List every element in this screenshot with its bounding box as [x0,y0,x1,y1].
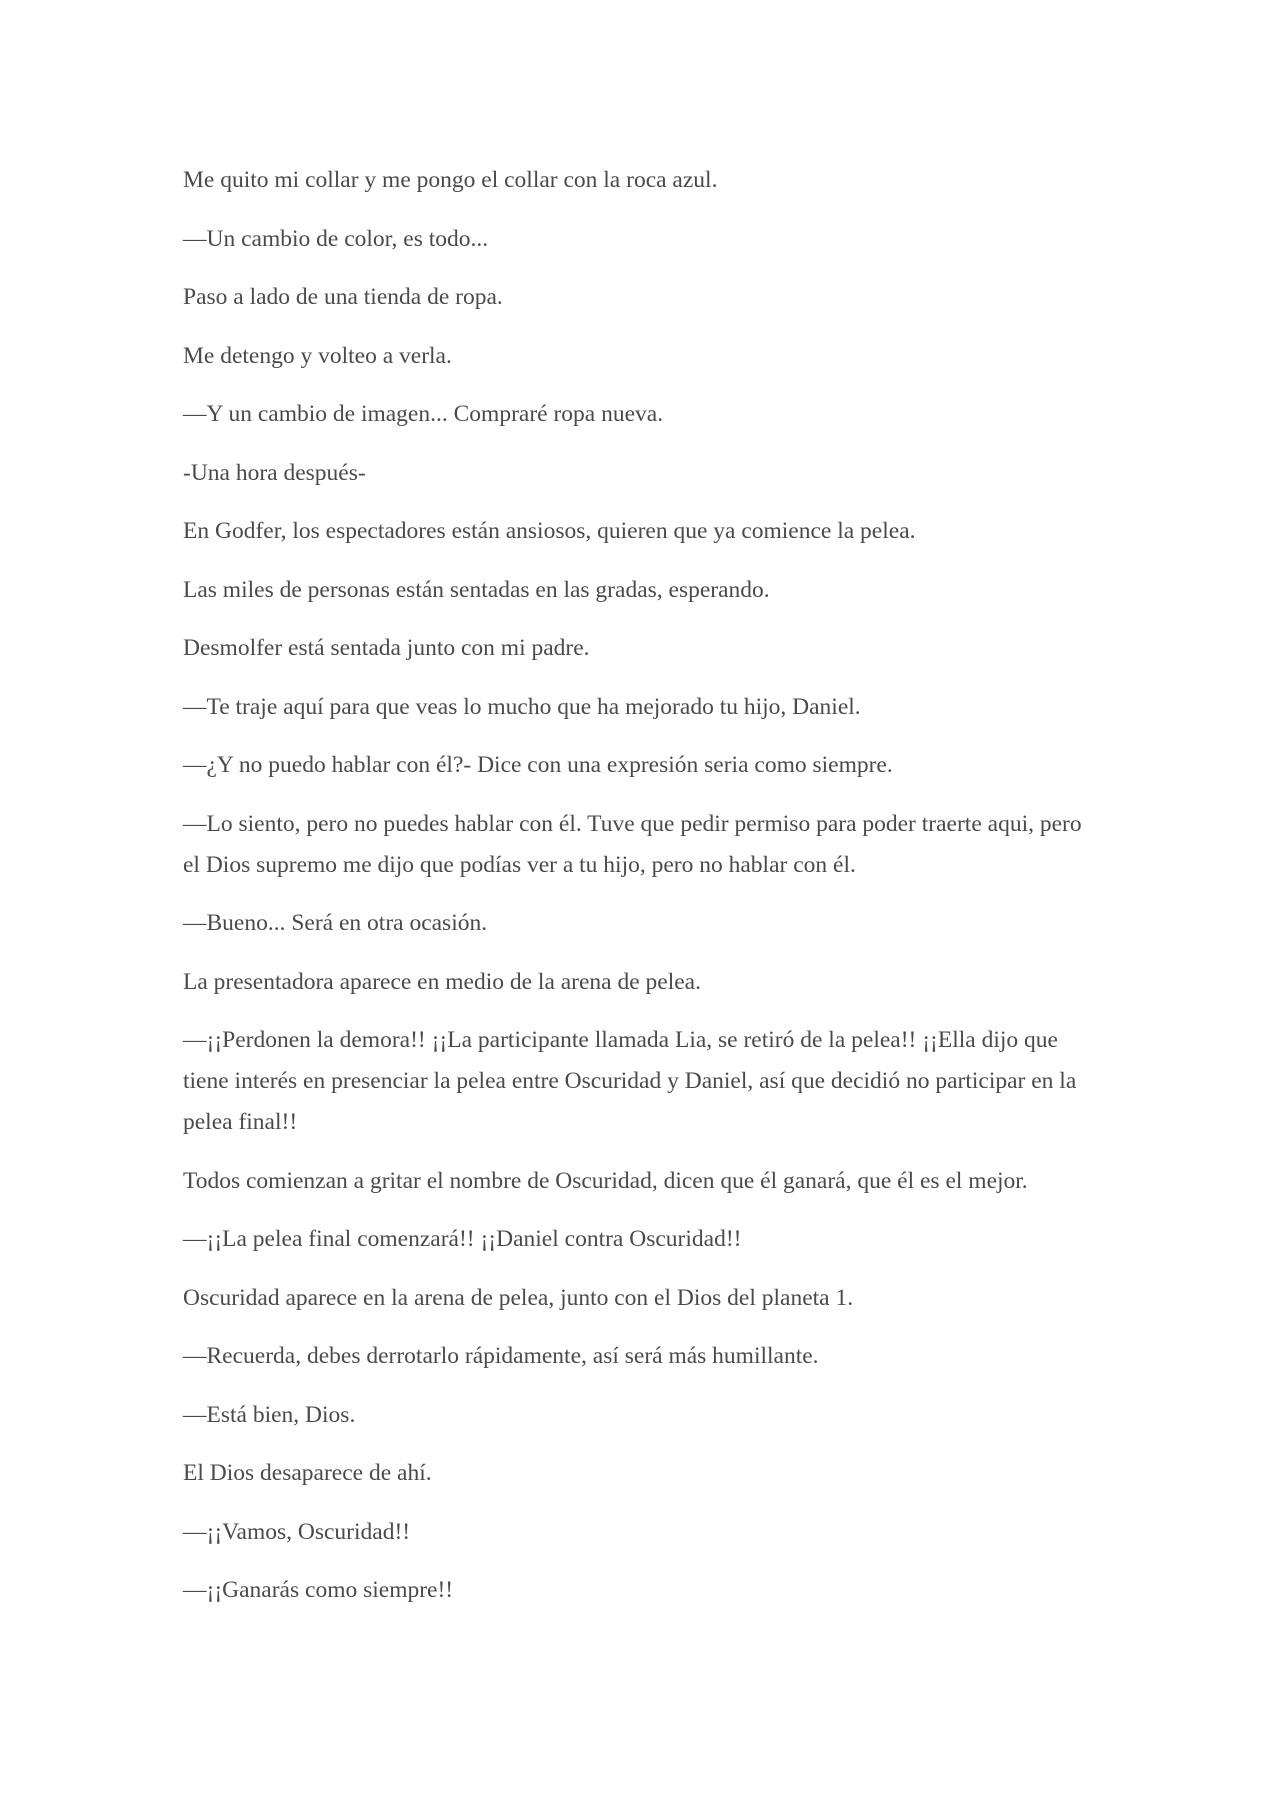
paragraph: —Un cambio de color, es todo... [183,225,489,252]
paragraph: —¡¡La pelea final comenzará!! ¡¡Daniel contra Oscuridad!! [183,1226,742,1252]
paragraph: Todos comienzan a gritar el nombre de Oscuridad, dicen que él ganará, que él es el mejor. [183,1167,1028,1194]
document-page [183,160,1098,1629]
paragraph: —Está bien, Dios. [183,1401,356,1428]
paragraph: -Una hora después- [183,459,366,486]
paragraph: El Dios desaparece de ahí. [183,1460,432,1486]
paragraph: —¡¡Ganarás como siempre!! [183,1577,454,1603]
paragraph: —Recuerda, debes derrotarlo rápidamente, así será más humillante. [183,1343,819,1369]
paragraph: Me quito mi collar y me pongo el collar con la roca azul. [183,167,718,193]
paragraph: Paso a lado de una tienda de ropa. [183,284,503,310]
paragraph: —Bueno... Será en otra ocasión. [183,910,488,936]
paragraph: La presentadora aparece en medio de la arena de pelea. [183,968,701,995]
paragraph: Desmolfer está sentada junto con mi padre. [183,635,590,661]
paragraph: Las miles de personas están sentadas en las gradas, esperando. [183,576,770,603]
paragraph: Me detengo y volteo a verla. [183,342,452,369]
paragraph: —¡¡Perdonen la demora!! ¡¡La participante llamada Lia, se retiró de la pelea!! ¡¡Ella dijo que tiene interés en presenciar la pelea entre Oscuridad y Daniel, así que decidió no participar en la pelea final!! [183,1027,1077,1135]
paragraph: —Te traje aquí para que veas lo mucho que ha mejorado tu hijo, Daniel. [183,693,861,720]
paragraph: —Lo siento, pero no puedes hablar con él. Tuve que pedir permiso para poder traerte aqui, pero el Dios supremo me dijo que podías ver a tu hijo, pero no hablar con él. [183,810,1082,878]
paragraph: Oscuridad aparece en la arena de pelea, junto con el Dios del planeta 1. [183,1284,854,1311]
paragraph: —¿Y no puedo hablar con él?- Dice con una expresión seria como siempre. [183,752,893,778]
paragraph: En Godfer, los espectadores están ansiosos, quieren que ya comience la pelea. [183,518,916,544]
paragraph: —Y un cambio de imagen... Compraré ropa nueva. [183,401,664,427]
paragraph: —¡¡Vamos, Oscuridad!! [183,1518,411,1545]
